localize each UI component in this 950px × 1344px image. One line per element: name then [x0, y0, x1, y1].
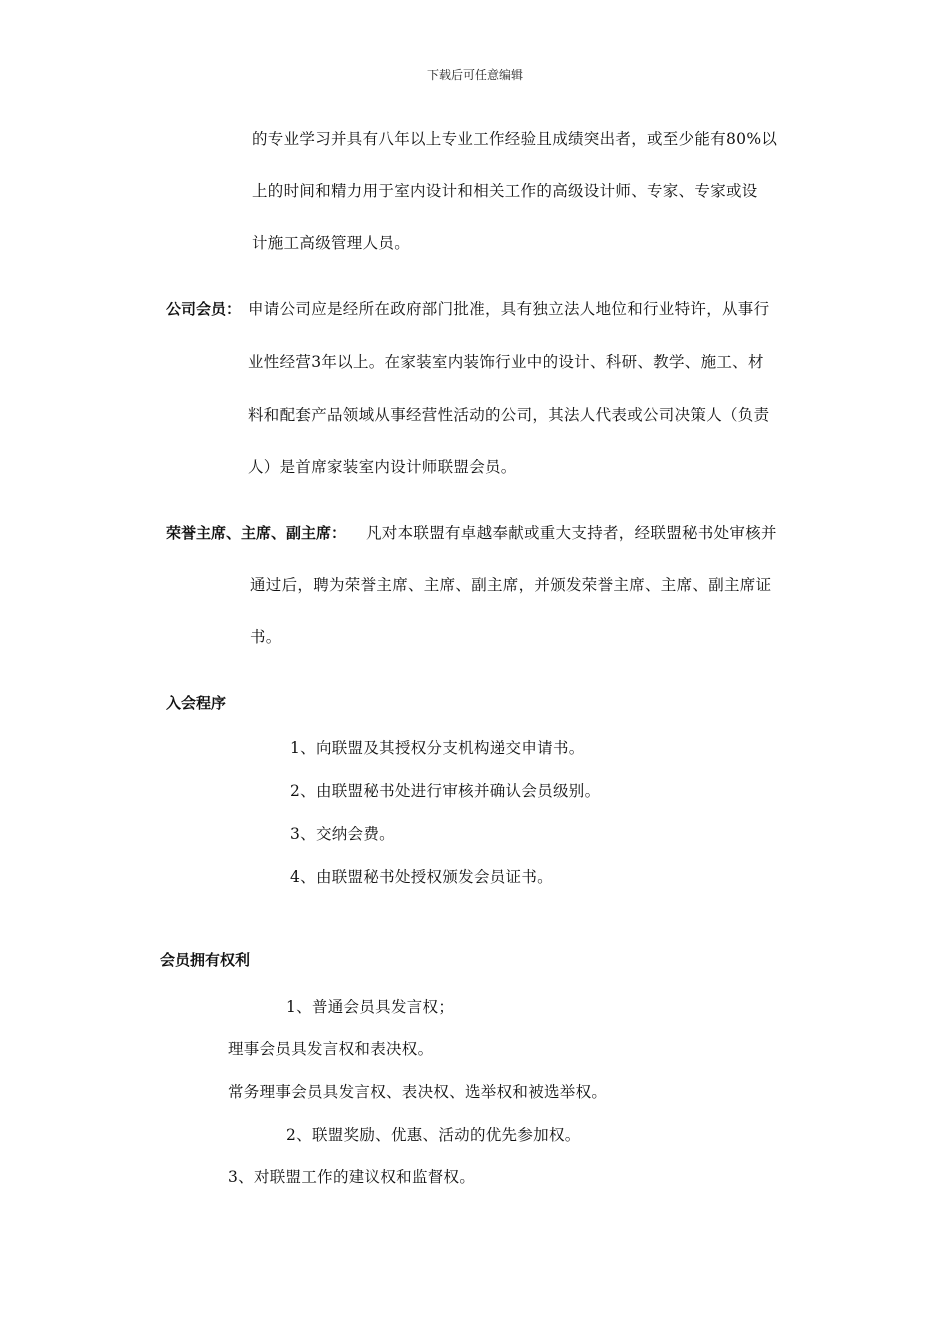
rights-heading: 会员拥有权利: [160, 951, 251, 969]
honorary-chair-line-2: 通过后，聘为荣誉主席、主席、副主席，并颁发荣誉主席、主席、副主席证: [250, 576, 772, 594]
senior-member-line-1: 的专业学习并具有八年以上专业工作经验且成绩突出者，或至少能有80%以: [252, 130, 778, 148]
senior-member-line-3: 计施工高级管理人员。: [252, 234, 411, 252]
company-member-label: 公司会员：: [166, 300, 242, 318]
page-header: 下载后可任意编辑: [426, 68, 523, 82]
senior-member-line-2: 上的时间和精力用于室内设计和相关工作的高级设计师、专家、专家或设: [252, 182, 758, 200]
honorary-chair-line-1: 凡对本联盟有卓越奉献或重大支持者，经联盟秘书处审核并: [366, 524, 777, 542]
admission-heading: 入会程序: [166, 694, 227, 712]
admission-step-2: 2、由联盟秘书处进行审核并确认会员级别。: [290, 782, 601, 800]
honorary-chair-line-3: 书。: [250, 628, 282, 646]
company-member-line-2: 业性经营3年以上。在家装室内装饰行业中的设计、科研、教学、施工、材: [248, 353, 764, 371]
rights-item-3: 3、对联盟工作的建议权和监督权。: [228, 1168, 476, 1186]
honorary-chair-label: 荣誉主席、主席、副主席：: [166, 524, 347, 542]
rights-sub-1: 理事会员具发言权和表决权。: [228, 1040, 434, 1058]
company-member-line-4: 人）是首席家装室内设计师联盟会员。: [248, 458, 517, 476]
admission-step-4: 4、由联盟秘书处授权颁发会员证书。: [290, 868, 553, 886]
rights-sub-2: 常务理事会员具发言权、表决权、选举权和被选举权。: [228, 1083, 608, 1101]
rights-item-2: 2、联盟奖励、优惠、活动的优先参加权。: [286, 1126, 581, 1144]
company-member-line-3: 料和配套产品领域从事经营性活动的公司，其法人代表或公司决策人（负责: [248, 406, 770, 424]
company-member-line-1: 申请公司应是经所在政府部门批准，具有独立法人地位和行业特许，从事行: [248, 300, 770, 318]
rights-item-1: 1、普通会员具发言权；: [286, 998, 455, 1016]
admission-step-1: 1、向联盟及其授权分支机构递交申请书。: [290, 739, 585, 757]
admission-step-3: 3、交纳会费。: [290, 825, 395, 843]
